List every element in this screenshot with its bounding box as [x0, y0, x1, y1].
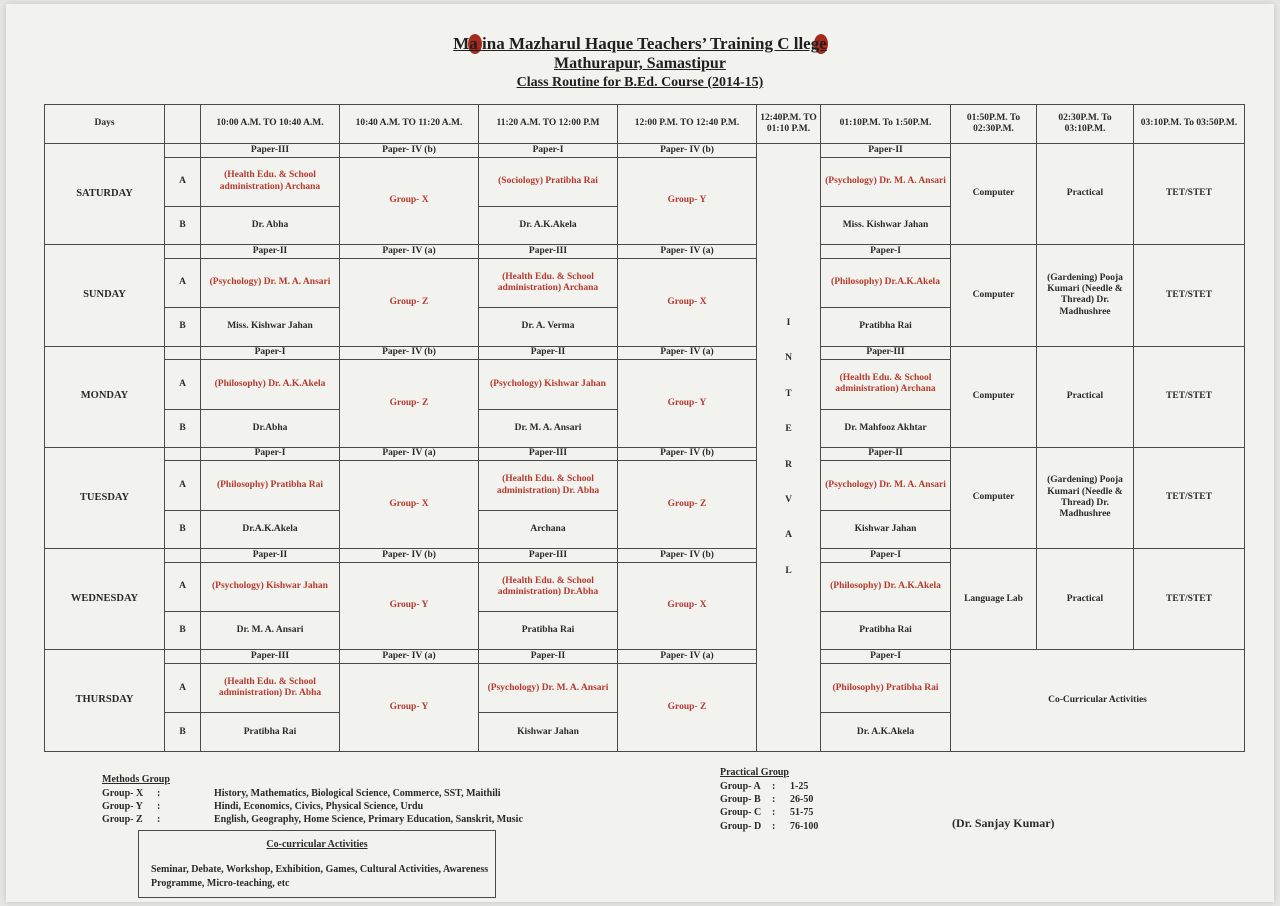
- practical-colon: :: [772, 781, 776, 792]
- class-slot: (Psychology) Dr. M. A. Ansari: [201, 258, 340, 307]
- paper-label: Paper-II: [821, 447, 951, 461]
- class-slot: (Health Edu. & School administration) Dr.Abha: [479, 562, 618, 611]
- afternoon-slot7: Practical: [1037, 144, 1134, 245]
- class-slot: Dr.Abha: [201, 409, 340, 447]
- methods-group: Group- Y: [102, 801, 143, 812]
- class-slot: (Sociology) Pratibha Rai: [479, 157, 618, 206]
- paper-label: Paper-III: [479, 245, 618, 259]
- co-curricular-box: [138, 830, 496, 898]
- interval-letter: I: [786, 317, 791, 328]
- paper-label: Paper-III: [201, 144, 340, 158]
- header-slot7: 02:30P.M. To 03:10P.M.: [1037, 105, 1134, 144]
- practical-group: Group- D: [720, 821, 762, 832]
- paper-label: Paper- IV (a): [618, 245, 757, 259]
- paper-label: Paper- IV (b): [340, 549, 479, 563]
- methods-group-title: Methods Group: [102, 774, 170, 785]
- section-label: B: [165, 206, 201, 244]
- afternoon-slot8: TET/STET: [1134, 144, 1245, 245]
- paper-label: Paper-I: [201, 447, 340, 461]
- class-slot: Dr. Abha: [201, 206, 340, 244]
- paper-label: Paper-II: [479, 346, 618, 360]
- method-group: Group- X: [618, 562, 757, 650]
- afternoon-slot7: Practical: [1037, 549, 1134, 650]
- interval-letter: L: [785, 565, 792, 576]
- paper-label: Paper-I: [821, 245, 951, 259]
- day-name: MONDAY: [45, 346, 165, 447]
- practical-colon: :: [772, 794, 776, 805]
- afternoon-slot6: Language Lab: [951, 549, 1037, 650]
- paper-row: [45, 650, 1245, 664]
- section-label: B: [165, 308, 201, 346]
- class-slot: (Health Edu. & School administration) Archana: [479, 258, 618, 307]
- paper-row: [45, 549, 1245, 563]
- interval-letter: R: [785, 459, 792, 470]
- class-slot: Dr. A.K.Akela: [479, 206, 618, 244]
- day-name: SATURDAY: [45, 144, 165, 245]
- paper-label: Paper- IV (a): [340, 447, 479, 461]
- afternoon-slot7: Practical: [1037, 346, 1134, 447]
- methods-row: [102, 814, 523, 825]
- paper-label: Paper-I: [821, 549, 951, 563]
- header-slot5: 01:10P.M. To 1:50P.M.: [821, 105, 951, 144]
- header-slot8: 03:10P.M. To 03:50P.M.: [1134, 105, 1245, 144]
- class-slot: Dr.A.K.Akela: [201, 510, 340, 548]
- signature: (Dr. Sanjay Kumar): [952, 816, 1055, 830]
- class-slot: (Philosophy) Dr. A.K.Akela: [201, 360, 340, 409]
- afternoon-slot6: Computer: [951, 144, 1037, 245]
- header-interval-time: 12:40P.M. TO 01:10 P.M.: [757, 105, 821, 144]
- section-spacer: [165, 346, 201, 360]
- header-slot6: 01:50P.M. To 02:30P.M.: [951, 105, 1037, 144]
- co-curricular-cell: Co-Curricular Activities: [951, 650, 1245, 752]
- paper-label: Paper-I: [201, 346, 340, 360]
- section-label: A: [165, 664, 201, 713]
- practical-row: [720, 821, 818, 832]
- class-slot: Kishwar Jahan: [479, 713, 618, 752]
- paper-row: [45, 346, 1245, 360]
- afternoon-slot6: Computer: [951, 346, 1037, 447]
- practical-range: 51-75: [790, 807, 814, 818]
- paper-row: [45, 245, 1245, 259]
- section-spacer: [165, 549, 201, 563]
- afternoon-slot8: TET/STET: [1134, 447, 1245, 548]
- method-group: Group- Z: [618, 461, 757, 549]
- class-slot: Pratibha Rai: [821, 612, 951, 650]
- header-slot3: 11:20 A.M. TO 12:00 P.M: [479, 105, 618, 144]
- paper-label: Paper-II: [201, 549, 340, 563]
- day-name: WEDNESDAY: [45, 549, 165, 650]
- header-row: [45, 105, 1245, 144]
- practical-colon: :: [772, 821, 776, 832]
- paper-label: Paper- IV (b): [340, 144, 479, 158]
- class-routine-table: [44, 104, 1245, 752]
- paper-label: Paper- IV (a): [340, 245, 479, 259]
- class-slot: Kishwar Jahan: [821, 510, 951, 548]
- method-group: Group- Y: [340, 664, 479, 752]
- class-slot: Dr. A. Verma: [479, 308, 618, 346]
- practical-row: [720, 807, 813, 818]
- section-label: A: [165, 461, 201, 510]
- paper-label: Paper-III: [821, 346, 951, 360]
- section-spacer: [165, 447, 201, 461]
- afternoon-slot6: Computer: [951, 447, 1037, 548]
- method-group: Group- X: [340, 157, 479, 245]
- header-days: Days: [45, 105, 165, 144]
- interval-letter: V: [785, 494, 792, 505]
- method-group: Group- X: [340, 461, 479, 549]
- methods-colon: :: [157, 814, 161, 825]
- college-place: Mathurapur, Samastipur: [554, 55, 726, 72]
- class-slot: (Philosophy) Dr. A.K.Akela: [821, 562, 951, 611]
- interval-letter: T: [785, 388, 792, 399]
- paper-label: Paper- IV (a): [340, 650, 479, 664]
- method-group: Group- Y: [618, 360, 757, 448]
- interval-letter: E: [785, 424, 792, 435]
- paper-label: Paper- IV (a): [618, 346, 757, 360]
- section-label: A: [165, 562, 201, 611]
- methods-row: [102, 801, 423, 812]
- class-slot: (Psychology) Dr. M. A. Ansari: [821, 157, 951, 206]
- class-slot: (Health Edu. & School administration) Archana: [201, 157, 340, 206]
- header-slot2: 10:40 A.M. TO 11:20 A.M.: [340, 105, 479, 144]
- practical-row: [720, 781, 808, 792]
- class-slot: (Psychology) Dr. M. A. Ansari: [821, 461, 951, 510]
- methods-colon: :: [157, 801, 161, 812]
- paper-label: Paper-II: [201, 245, 340, 259]
- afternoon-slot7: (Gardening) Pooja Kumari (Needle & Thread) Dr. Madhushree: [1037, 447, 1134, 548]
- afternoon-slot8: TET/STET: [1134, 346, 1245, 447]
- methods-group: Group- Z: [102, 814, 143, 825]
- section-label: B: [165, 409, 201, 447]
- practical-colon: :: [772, 807, 776, 818]
- paper-label: Paper-I: [479, 144, 618, 158]
- class-slot: Pratibha Rai: [201, 713, 340, 752]
- class-slot: Dr. M. A. Ansari: [201, 612, 340, 650]
- day-name: SUNDAY: [45, 245, 165, 346]
- class-slot: (Philosophy) Pratibha Rai: [201, 461, 340, 510]
- routine-body: [45, 144, 1245, 752]
- practical-group: Group- C: [720, 807, 762, 818]
- interval-column: [757, 144, 821, 752]
- interval-letter: A: [785, 530, 792, 541]
- class-slot: Dr. A.K.Akela: [821, 713, 951, 752]
- class-slot: Dr. M. A. Ansari: [479, 409, 618, 447]
- day-name: TUESDAY: [45, 447, 165, 548]
- co-curricular-box-body: Seminar, Debate, Workshop, Exhibition, Games, Cultural Activities, Awareness Programme, Micro-teaching, etc: [151, 864, 489, 889]
- class-slot: (Psychology) Kishwar Jahan: [479, 360, 618, 409]
- paper-label: Paper- IV (b): [618, 144, 757, 158]
- methods-row: [102, 788, 501, 799]
- class-slot: Pratibha Rai: [821, 308, 951, 346]
- paper-label: Paper-III: [201, 650, 340, 664]
- co-curricular-box-title: Co-curricular Activities: [266, 839, 368, 850]
- section-spacer: [165, 144, 201, 158]
- section-label: A: [165, 360, 201, 409]
- paper-label: Paper-III: [479, 447, 618, 461]
- afternoon-slot8: TET/STET: [1134, 245, 1245, 346]
- methods-colon: :: [157, 788, 161, 799]
- method-group: Group- Z: [618, 664, 757, 752]
- methods-subjects: English, Geography, Home Science, Primary Education, Sanskrit, Music: [214, 814, 523, 825]
- methods-subjects: Hindi, Economics, Civics, Physical Science, Urdu: [214, 801, 424, 812]
- section-spacer: [165, 650, 201, 664]
- class-slot: (Health Edu. & School administration) Dr. Abha: [201, 664, 340, 713]
- paper-label: Paper-I: [821, 650, 951, 664]
- class-slot: (Philosophy) Pratibha Rai: [821, 664, 951, 713]
- methods-subjects: History, Mathematics, Biological Science, Commerce, SST, Maithili: [214, 788, 501, 799]
- paper-label: Paper-III: [479, 549, 618, 563]
- practical-range: 1-25: [790, 781, 809, 792]
- header-section: [165, 105, 201, 144]
- class-slot: (Philosophy) Dr.A.K.Akela: [821, 258, 951, 307]
- section-label: B: [165, 713, 201, 752]
- paper-label: Paper- IV (b): [618, 447, 757, 461]
- paper-label: Paper- IV (b): [340, 346, 479, 360]
- methods-group: Group- X: [102, 788, 144, 799]
- afternoon-slot8: TET/STET: [1134, 549, 1245, 650]
- method-group: Group- Y: [340, 562, 479, 650]
- class-slot: Dr. Mahfooz Akhtar: [821, 409, 951, 447]
- paper-label: Paper-II: [479, 650, 618, 664]
- practical-range: 76-100: [790, 821, 819, 832]
- class-slot: (Health Edu. & School administration) Archana: [821, 360, 951, 409]
- class-slot: (Psychology) Kishwar Jahan: [201, 562, 340, 611]
- paper-row: [45, 144, 1245, 158]
- section-label: A: [165, 157, 201, 206]
- method-group: Group- Z: [340, 360, 479, 448]
- paper-label: Paper- IV (b): [618, 549, 757, 563]
- class-slot: Miss. Kishwar Jahan: [821, 206, 951, 244]
- section-label: B: [165, 612, 201, 650]
- paper-row: [45, 447, 1245, 461]
- college-name: Ma ina Mazharul Haque Teachers’ Training C llege: [453, 34, 827, 53]
- routine-title: Class Routine for B.Ed. Course (2014-15): [516, 75, 764, 90]
- method-group: Group- Z: [340, 258, 479, 346]
- section-spacer: [165, 245, 201, 259]
- class-slot: (Psychology) Dr. M. A. Ansari: [479, 664, 618, 713]
- method-group: Group- Y: [618, 157, 757, 245]
- class-slot: Archana: [479, 510, 618, 548]
- paper-label: Paper- IV (a): [618, 650, 757, 664]
- practical-group-title: Practical Group: [720, 767, 789, 778]
- day-name: THURSDAY: [45, 650, 165, 752]
- interval-letter: N: [785, 353, 792, 364]
- afternoon-slot6: Computer: [951, 245, 1037, 346]
- practical-group: Group- B: [720, 794, 761, 805]
- header-slot1: 10:00 A.M. TO 10:40 A.M.: [201, 105, 340, 144]
- paper-label: Paper-II: [821, 144, 951, 158]
- practical-row: [720, 794, 813, 805]
- section-label: B: [165, 510, 201, 548]
- class-slot: (Health Edu. & School administration) Dr. Abha: [479, 461, 618, 510]
- class-slot: Miss. Kishwar Jahan: [201, 308, 340, 346]
- header-slot4: 12:00 P.M. TO 12:40 P.M.: [618, 105, 757, 144]
- class-slot: Pratibha Rai: [479, 612, 618, 650]
- method-group: Group- X: [618, 258, 757, 346]
- section-label: A: [165, 258, 201, 307]
- practical-range: 26-50: [790, 794, 814, 805]
- afternoon-slot7: (Gardening) Pooja Kumari (Needle & Thread) Dr. Madhushree: [1037, 245, 1134, 346]
- practical-group: Group- A: [720, 781, 761, 792]
